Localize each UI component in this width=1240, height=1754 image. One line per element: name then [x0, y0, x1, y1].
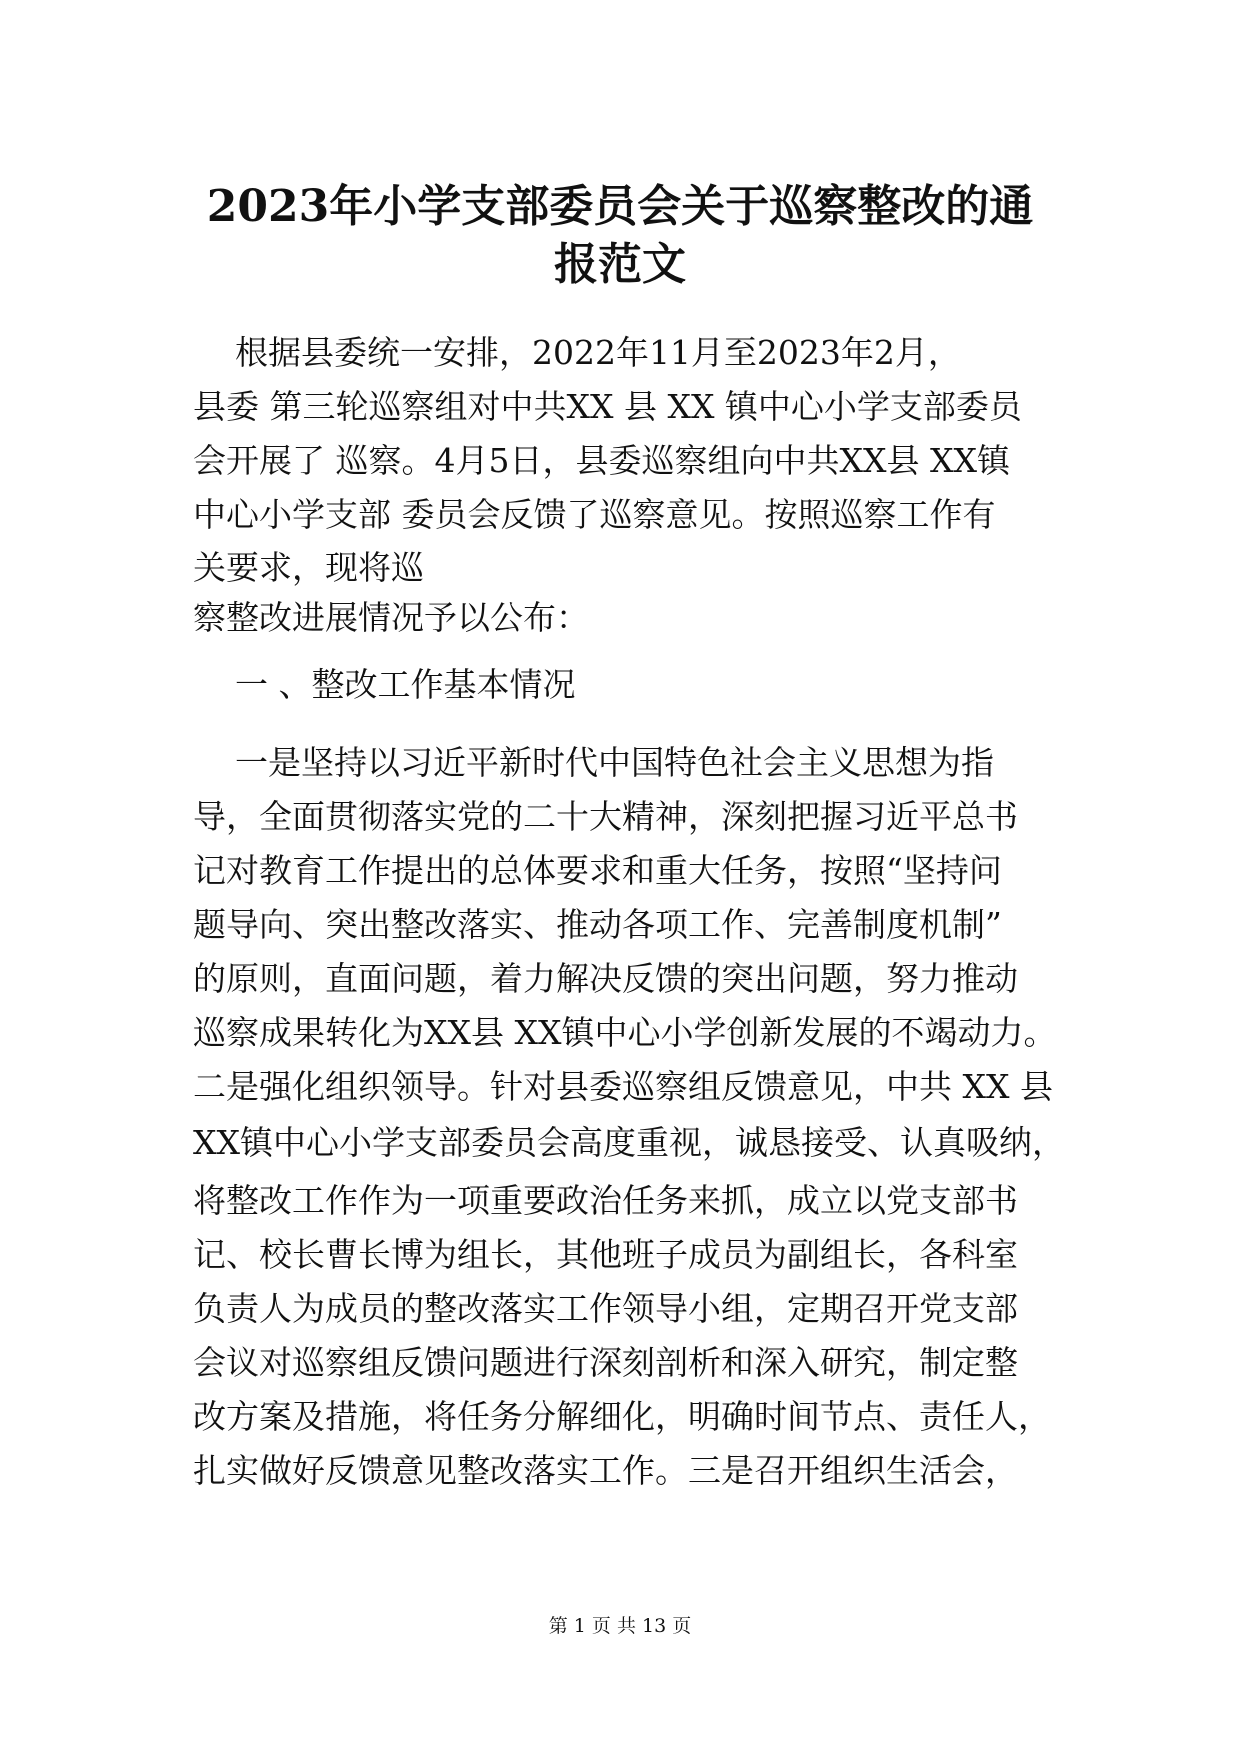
text-line: 一是坚持以习近平新时代中国特色社会主义思想为指 — [193, 743, 994, 782]
text-line: 中心小学支部 委员会反馈了巡察意见。按照巡察工作有 — [193, 495, 996, 534]
text-line: 记、校长曹长博为组长，其他班子成员为副组长，各科室 — [193, 1235, 1018, 1274]
text-line: 改方案及措施，将任务分解细化，明确时间节点、责任人， — [193, 1397, 1051, 1436]
text-line: 将整改工作作为一项重要政治任务来抓，成立以党支部书 — [193, 1181, 1018, 1220]
text-line: 根据县委统一安排，2022年11月至2023年2月， — [193, 333, 961, 372]
text-line: 导，全面贯彻落实党的二十大精神，深刻把握习近平总书 — [193, 797, 1018, 836]
text-line: 记对教育工作提出的总体要求和重大任务，按照“坚持问 — [193, 851, 1002, 890]
title-line-2: 报范文 — [554, 239, 686, 290]
page-footer: 第 1 页 共 13 页 — [548, 1615, 692, 1637]
text-line: 会开展了 巡察。4月5日，县委巡察组向中共XX县 XX镇 — [193, 441, 1010, 480]
text-line: 会议对巡察组反馈问题进行深刻剖析和深入研究，制定整 — [193, 1343, 1018, 1382]
text-line: 察整改进展情况予以公布： — [193, 598, 589, 637]
section-heading: 一 、整改工作基本情况 — [193, 665, 576, 704]
text-line: 关要求，现将巡 — [193, 548, 424, 587]
text-line: 二是强化组织领导。针对县委巡察组反馈意见，中共 XX 县 — [193, 1067, 1053, 1106]
text-line: 负责人为成员的整改落实工作领导小组，定期召开党支部 — [193, 1289, 1018, 1328]
text-line: 县委 第三轮巡察组对中共XX 县 XX 镇中心小学支部委员 — [193, 387, 1022, 426]
text-line: 巡察成果转化为XX县 XX镇中心小学创新发展的不竭动力。 — [193, 1013, 1057, 1052]
document-title — [160, 178, 1080, 294]
text-line: 题导向、突出整改落实、推动各项工作、完善制度机制” — [193, 905, 1002, 944]
text-line: 的原则，直面问题，着力解决反馈的突出问题，努力推动 — [193, 959, 1018, 998]
text-line: 扎实做好反馈意见整改落实工作。三是召开组织生活会， — [193, 1451, 1018, 1490]
text-line: XX镇中心小学支部委员会高度重视，诚恳接受、认真吸纳， — [193, 1123, 1065, 1162]
title-line-1: 2023年小学支部委员会关于巡察整改的通 — [206, 181, 1034, 232]
